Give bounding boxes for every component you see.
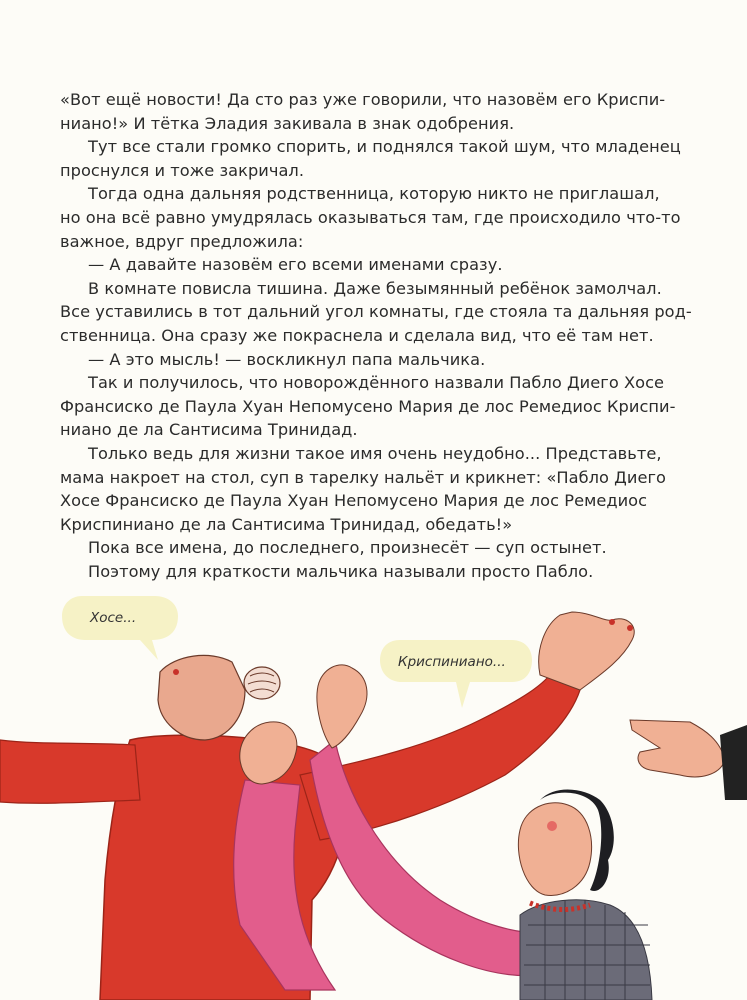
pointing-hand — [630, 720, 725, 777]
red-arm-left — [0, 740, 140, 803]
text-line: — А давайте назовём его всеми именами сразу. — [88, 255, 503, 275]
hand-center-right — [317, 665, 367, 748]
text-line: Только ведь для жизни такое имя очень неудобно... Представьте, — [88, 443, 662, 463]
earring — [173, 669, 179, 675]
text-line: проснулся и тоже закричал. — [60, 160, 305, 180]
black-sleeve — [720, 725, 747, 800]
text-line: но она всё равно умудрялась оказываться там, где происходило что-то — [60, 207, 681, 227]
bubble-right-text: Криспиниано... — [398, 654, 506, 670]
text-line: Поэтому для краткости мальчика называли просто Пабло. — [88, 561, 594, 581]
text-line: мама накроет на стол, суп в тарелку нальёт и крикнет: «Пабло Диего — [60, 467, 666, 487]
hand-raised-right — [539, 612, 635, 690]
family-argument-illustration — [0, 580, 747, 1000]
story-text — [60, 88, 700, 583]
text-line: Хосе Франсиско де Паула Хуан Непомусено Мария де лос Ремедиос — [60, 491, 648, 511]
text-line: Тогда одна дальняя родственница, которую никто не приглашал, — [88, 184, 660, 204]
text-line: Франсиско де Паула Хуан Непомусено Мария де лос Ремедиос Криспи- — [60, 396, 676, 416]
text-line: Так и получилось, что новорождённого назвали Пабло Диего Хосе — [88, 373, 665, 393]
text-line: — А это мысль! — воскликнул папа мальчика. — [88, 349, 486, 369]
text-line: ниано де ла Сантисима Тринидад. — [60, 420, 358, 440]
old-man-head — [158, 655, 245, 740]
speech-bubble-left — [62, 596, 178, 660]
text-line: «Вот ещё новости! Да сто раз уже говорили, что назовём его Криспи- — [60, 90, 666, 109]
text-line: ственница. Она сразу же покраснела и сделала вид, что её там нет. — [60, 325, 654, 345]
text-line: ниано!» И тётка Эладия закивала в знак одобрения. — [60, 113, 515, 133]
text-line: Пока все имена, до последнего, произнесёт — суп остынет. — [88, 538, 607, 558]
bubble-left-text: Хосе... — [90, 610, 137, 626]
text-line: Криспиниано де ла Сантисима Тринидад, обедать!» — [60, 514, 513, 534]
text-line: Тут все стали громко спорить, и поднялся такой шум, что младенец — [88, 137, 681, 157]
text-line: важное, вдруг предложила: — [60, 231, 304, 251]
speech-bubble-right — [380, 640, 532, 708]
text-line: Все уставились в тот дальний угол комнаты, где стояла та дальняя род- — [60, 302, 692, 322]
text-line: В комнате повисла тишина. Даже безымянный ребёнок замолчал. — [88, 278, 662, 298]
woman-face — [518, 803, 591, 896]
